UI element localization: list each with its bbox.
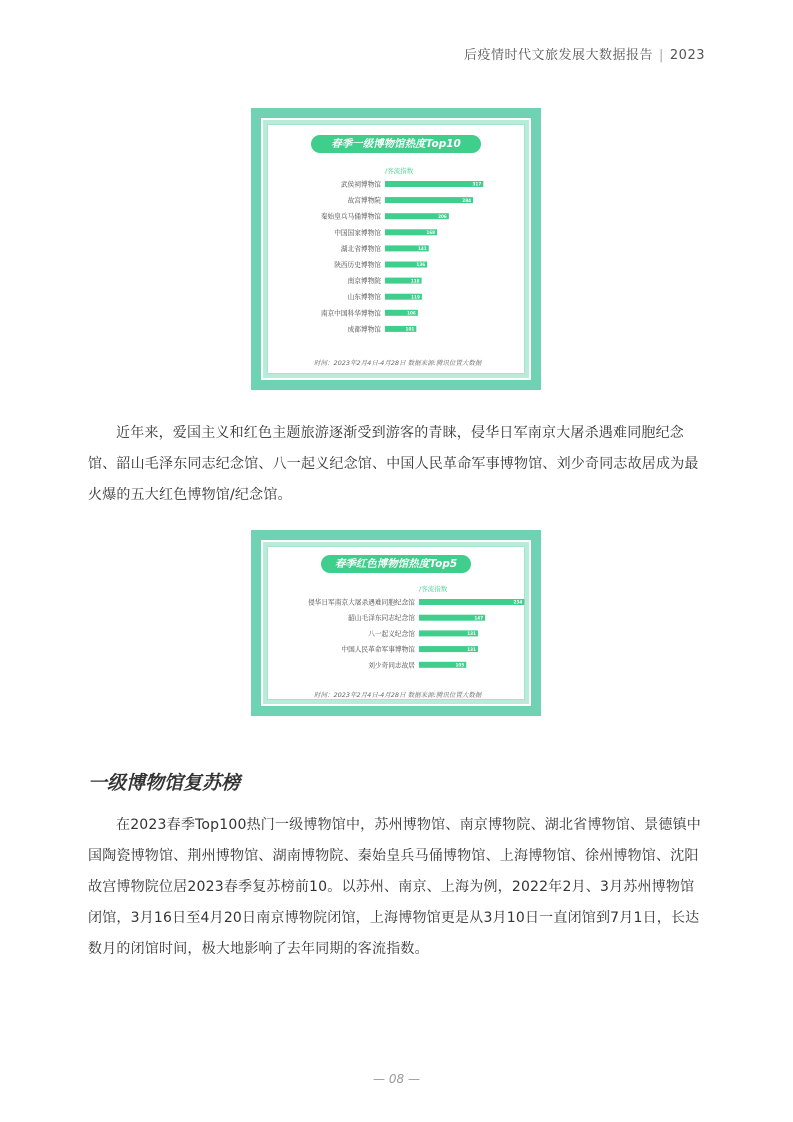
data-label: 206 (438, 213, 447, 219)
category-label: 韶山毛泽东同志纪念馆 (348, 614, 415, 623)
category-label: 秦始皇兵马俑博物馆 (320, 212, 381, 221)
category-label: 中国人民革命军事博物馆 (341, 645, 415, 654)
category-label: 八一起义纪念馆 (368, 629, 415, 638)
chart-title: 春季一级博物馆热度Top10 (311, 135, 481, 153)
bar (385, 181, 483, 187)
category-label: 湖北省博物馆 (340, 244, 381, 253)
data-label: 105 (455, 662, 465, 668)
category-label: 中国国家博物馆 (334, 228, 381, 237)
category-label: 南京中国科华博物馆 (320, 309, 381, 318)
chart-unit-label: /客流指数 (385, 167, 414, 175)
data-label: 147 (474, 615, 484, 621)
data-label: 106 (407, 310, 416, 316)
data-label: 101 (405, 326, 415, 332)
header-separator: | (659, 48, 664, 63)
chart-source-note: 时间：2023年2月4日-4月28日 数据来源:腾讯位置大数据 (314, 691, 482, 699)
report-title: 后疫情时代文旅发展大数据报告 (464, 48, 654, 63)
chart-plot (268, 547, 530, 687)
bar (419, 599, 524, 605)
chart-card-red-top5 (251, 530, 541, 716)
category-label: 侵华日军南京大屠杀遇难同胞纪念馆 (308, 598, 415, 607)
chart-source-note: 时间：2023年2月4日-4月28日 数据来源:腾讯位置大数据 (314, 359, 482, 367)
page-header (464, 44, 705, 63)
chart-panel (267, 124, 525, 374)
data-label: 284 (462, 197, 472, 203)
category-label: 故宫博物院 (347, 196, 381, 205)
chart-plot (268, 125, 530, 334)
category-label: 武侯祠博物馆 (340, 180, 381, 189)
data-label: 317 (472, 181, 482, 187)
category-label: 陕西历史博物馆 (334, 261, 381, 269)
chart-unit-label: /客流指数 (419, 585, 448, 593)
data-label: 136 (416, 262, 426, 268)
data-label: 234 (513, 599, 523, 605)
data-label: 131 (467, 646, 476, 652)
paragraph-red-museums: 近年来，爱国主义和红色主题旅游逐渐受到游客的青睐，侵华日军南京大屠杀遇难同胞纪念馆、韶山毛泽东同志纪念馆、八一起义纪念馆、中国人民革命军事博物馆、刘少奇同志故居成为最火爆的五大红色博物馆/纪念馆。 (88, 425, 699, 503)
section-heading: 一级博物馆复苏榜 (88, 772, 241, 794)
chart-card-top10 (251, 108, 541, 390)
report-year: 2023 (669, 48, 705, 63)
data-label: 168 (426, 230, 436, 235)
paragraph-recovery: 在2023春季Top100热门一级博物馆中，苏州博物馆、南京博物院、湖北省博物馆、景德镇中国陶瓷博物馆、荆州博物馆、湖南博物院、秦始皇兵马俑博物馆、上海博物馆、徐州博物馆、沈阳故宫博物院位居2023春季复苏榜前10。以苏州、南京、上海为例，2022年2月、3月苏州博物馆闭馆，3月16日至4月20日南京博物院闭馆，上海博物馆更是从3月10日一直闭馆到7月1日，长达数月的闭馆时间，极大地影响了去年同期的客流指数。 (88, 817, 701, 957)
chart-card-border (261, 540, 531, 706)
category-label: 刘少奇同志故居 (368, 661, 415, 670)
data-label: 118 (410, 278, 420, 284)
chart-title: 春季红色博物馆热度Top5 (321, 555, 471, 573)
page-number: — 08 — (373, 1072, 420, 1086)
data-label: 119 (411, 294, 420, 300)
category-label: 成都博物馆 (347, 325, 381, 334)
chart-panel (267, 546, 525, 700)
category-label: 南京博物院 (347, 277, 381, 286)
chart-card-border (261, 118, 531, 380)
data-label: 131 (467, 631, 476, 637)
category-label: 山东博物馆 (347, 293, 381, 302)
data-label: 141 (417, 246, 427, 252)
bar (385, 197, 473, 203)
